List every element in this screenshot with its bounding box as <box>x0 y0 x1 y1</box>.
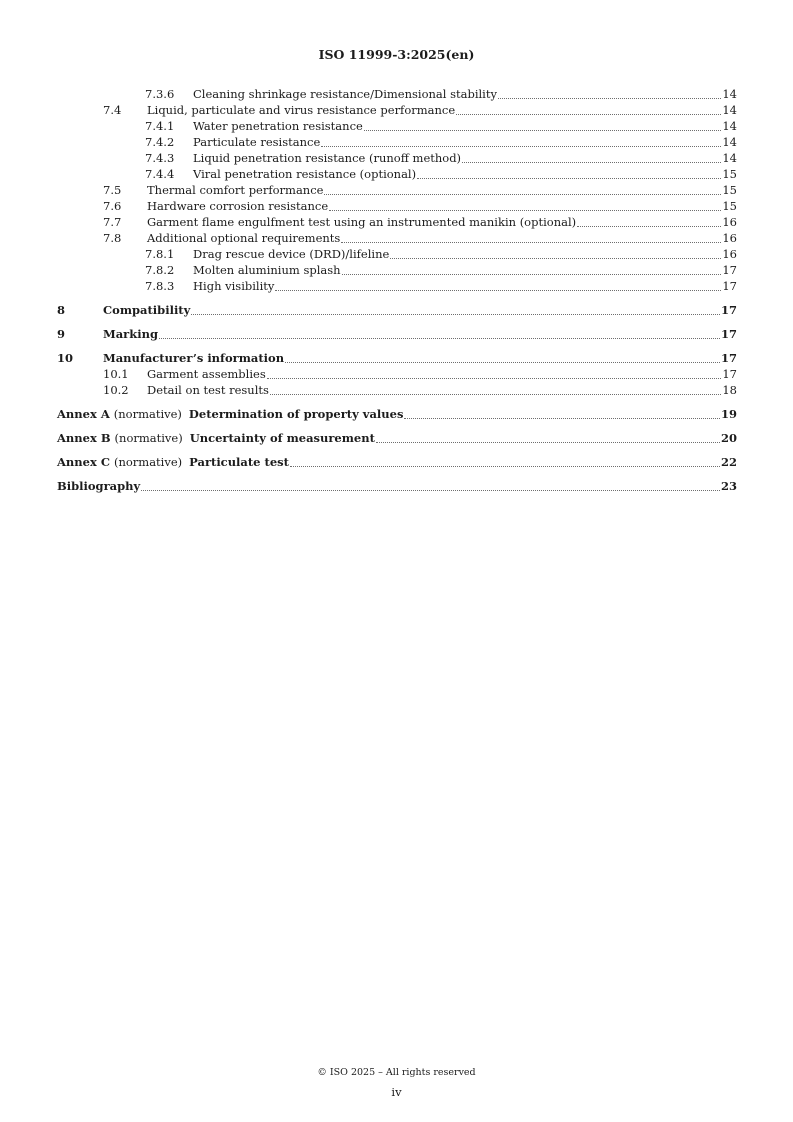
toc-entry-7-8-3[interactable] <box>145 278 737 294</box>
dot-leader <box>498 98 721 99</box>
toc-entry-number: 7.6 <box>103 199 122 213</box>
dot-leader <box>270 394 721 395</box>
dot-leader <box>267 378 722 379</box>
dot-leader <box>577 226 721 227</box>
toc-entry-7-3-6[interactable] <box>145 86 737 102</box>
dot-leader <box>141 490 720 491</box>
toc-entry-9[interactable] <box>57 326 737 342</box>
annex-label: Annex A <box>57 407 110 421</box>
toc-entry-title: Viral penetration resistance (optional) <box>193 167 417 181</box>
toc-entry-8[interactable] <box>57 302 737 318</box>
toc-entry-number: 7.4.2 <box>145 135 175 149</box>
toc-entry-page: 14 <box>722 151 737 165</box>
toc-entry-7-5[interactable] <box>103 182 737 198</box>
annex-qualifier: (normative) <box>114 431 183 445</box>
toc-entry-page: 14 <box>722 135 737 149</box>
toc-entry-7-8-2[interactable] <box>145 262 737 278</box>
toc-entry-page: 17 <box>722 279 737 293</box>
toc-entry-title: Particulate test <box>189 455 289 469</box>
dot-leader <box>417 178 721 179</box>
toc-entry-title: Liquid, particulate and virus resistance performance <box>147 103 456 117</box>
toc-entry-number: 7.8.1 <box>145 247 175 261</box>
toc-entry-page: 16 <box>722 215 737 229</box>
toc-entry-7-4-4[interactable] <box>145 166 737 182</box>
toc-entry-title: Detail on test results <box>147 383 269 397</box>
toc-entry-title: Determination of property values <box>188 407 404 421</box>
toc-entry-page: 17 <box>720 327 737 341</box>
copyright-notice: © ISO 2025 – All rights reserved <box>317 1067 476 1078</box>
document-id-header: ISO 11999-3:2025(en) <box>318 47 475 62</box>
toc-entry-number: 7.4 <box>103 103 122 117</box>
dot-leader <box>390 258 721 259</box>
toc-entry-page: 14 <box>722 119 737 133</box>
toc-entry-page: 14 <box>722 103 737 117</box>
toc-entry-page: 15 <box>722 199 737 213</box>
dot-leader <box>285 362 720 363</box>
dot-leader <box>376 442 720 443</box>
toc-entry-page: 15 <box>722 183 737 197</box>
dot-leader <box>341 242 721 243</box>
toc-entry-7-7[interactable] <box>103 214 737 230</box>
toc-entry-number: 8 <box>57 303 66 317</box>
toc-entry-number: 7.8.3 <box>145 279 175 293</box>
toc-entry-page: 23 <box>720 479 737 493</box>
dot-leader <box>364 130 722 131</box>
toc-entry-title: Thermal comfort performance <box>147 183 324 197</box>
toc-entry-title: Drag rescue device (DRD)/lifeline <box>193 247 390 261</box>
toc-entry-page: 15 <box>722 167 737 181</box>
toc-entry-number: 7.3.6 <box>145 87 175 101</box>
toc-entry-page: 22 <box>720 455 737 469</box>
toc-entry-10[interactable] <box>57 350 737 366</box>
toc-entry-title: Particulate resistance <box>193 135 321 149</box>
toc-entry-title: High visibility <box>193 279 275 293</box>
toc-entry-7-4[interactable] <box>103 102 737 118</box>
annex-qualifier: (normative) <box>113 455 183 469</box>
dot-leader <box>324 194 721 195</box>
toc-entry-page: 17 <box>720 351 737 365</box>
toc-entry-page: 17 <box>720 303 737 317</box>
dot-leader <box>329 210 721 211</box>
toc-entry-annex-a[interactable] <box>57 406 737 422</box>
toc-entry-annex-c[interactable] <box>57 454 737 470</box>
toc-entry-page: 16 <box>722 231 737 245</box>
toc-entry-bibliography[interactable] <box>57 478 737 494</box>
toc-entry-page: 20 <box>720 431 737 445</box>
toc-entry-title: Manufacturer’s information <box>103 351 285 365</box>
toc-entry-10-1[interactable] <box>103 366 737 382</box>
dot-leader <box>456 114 721 115</box>
toc-entry-title: Hardware corrosion resistance <box>147 199 329 213</box>
toc-entry-number: 7.8.2 <box>145 263 175 277</box>
toc-entry-number: 10.2 <box>103 383 129 397</box>
toc-entry-title: Garment flame engulfment test using an instrumented manikin (optional) <box>147 215 577 229</box>
toc-entry-number: 10.1 <box>103 367 129 381</box>
dot-leader <box>342 274 722 275</box>
toc-entry-7-6[interactable] <box>103 198 737 214</box>
toc-entry-page: 17 <box>722 367 737 381</box>
annex-label: Annex C <box>57 455 110 469</box>
toc-entry-number: 7.4.4 <box>145 167 175 181</box>
page-number: iv <box>391 1085 402 1099</box>
toc-entry-title: Uncertainty of measurement <box>189 431 375 445</box>
toc-entry-number: 9 <box>57 327 66 341</box>
toc-entry-number: 7.5 <box>103 183 122 197</box>
toc-entry-10-2[interactable] <box>103 382 737 398</box>
toc-entry-7-4-3[interactable] <box>145 150 737 166</box>
toc-entry-number: 7.4.3 <box>145 151 175 165</box>
toc-entry-title: Marking <box>103 327 158 341</box>
toc-entry-title: Water penetration resistance <box>193 119 363 133</box>
dot-leader <box>404 418 720 419</box>
dot-leader <box>191 314 720 315</box>
toc-entry-title: Additional optional requirements <box>147 231 341 245</box>
toc-entry-page: 16 <box>722 247 737 261</box>
toc-entry-title: Cleaning shrinkage resistance/Dimensional stability <box>193 87 497 101</box>
toc-entry-number: 10 <box>57 351 74 365</box>
dot-leader <box>275 290 721 291</box>
annex-label: Annex B <box>57 431 111 445</box>
dot-leader <box>290 466 720 467</box>
toc-entry-page: 14 <box>722 87 737 101</box>
annex-qualifier: (normative) <box>113 407 182 421</box>
toc-entry-title: Molten aluminium splash <box>193 263 341 277</box>
toc-entry-7-8[interactable] <box>103 230 737 246</box>
toc-entry-page: 18 <box>722 383 737 397</box>
toc-entry-page: 17 <box>722 263 737 277</box>
toc-entry-number: 7.4.1 <box>145 119 175 133</box>
toc-entry-annex-b[interactable] <box>57 430 737 446</box>
toc-entry-7-4-1[interactable] <box>145 118 737 134</box>
toc-entry-title: Liquid penetration resistance (runoff method) <box>193 151 462 165</box>
toc-entry-7-8-1[interactable] <box>145 246 737 262</box>
dot-leader <box>159 338 720 339</box>
toc-entry-title: Compatibility <box>103 303 191 317</box>
dot-leader <box>321 146 721 147</box>
toc-entry-7-4-2[interactable] <box>145 134 737 150</box>
toc-entry-page: 19 <box>720 407 737 421</box>
toc-entry-title: Bibliography <box>57 479 141 493</box>
toc-entry-title: Garment assemblies <box>147 367 266 381</box>
toc-entry-number: 7.7 <box>103 215 122 229</box>
dot-leader <box>462 162 721 163</box>
toc-entry-number: 7.8 <box>103 231 122 245</box>
